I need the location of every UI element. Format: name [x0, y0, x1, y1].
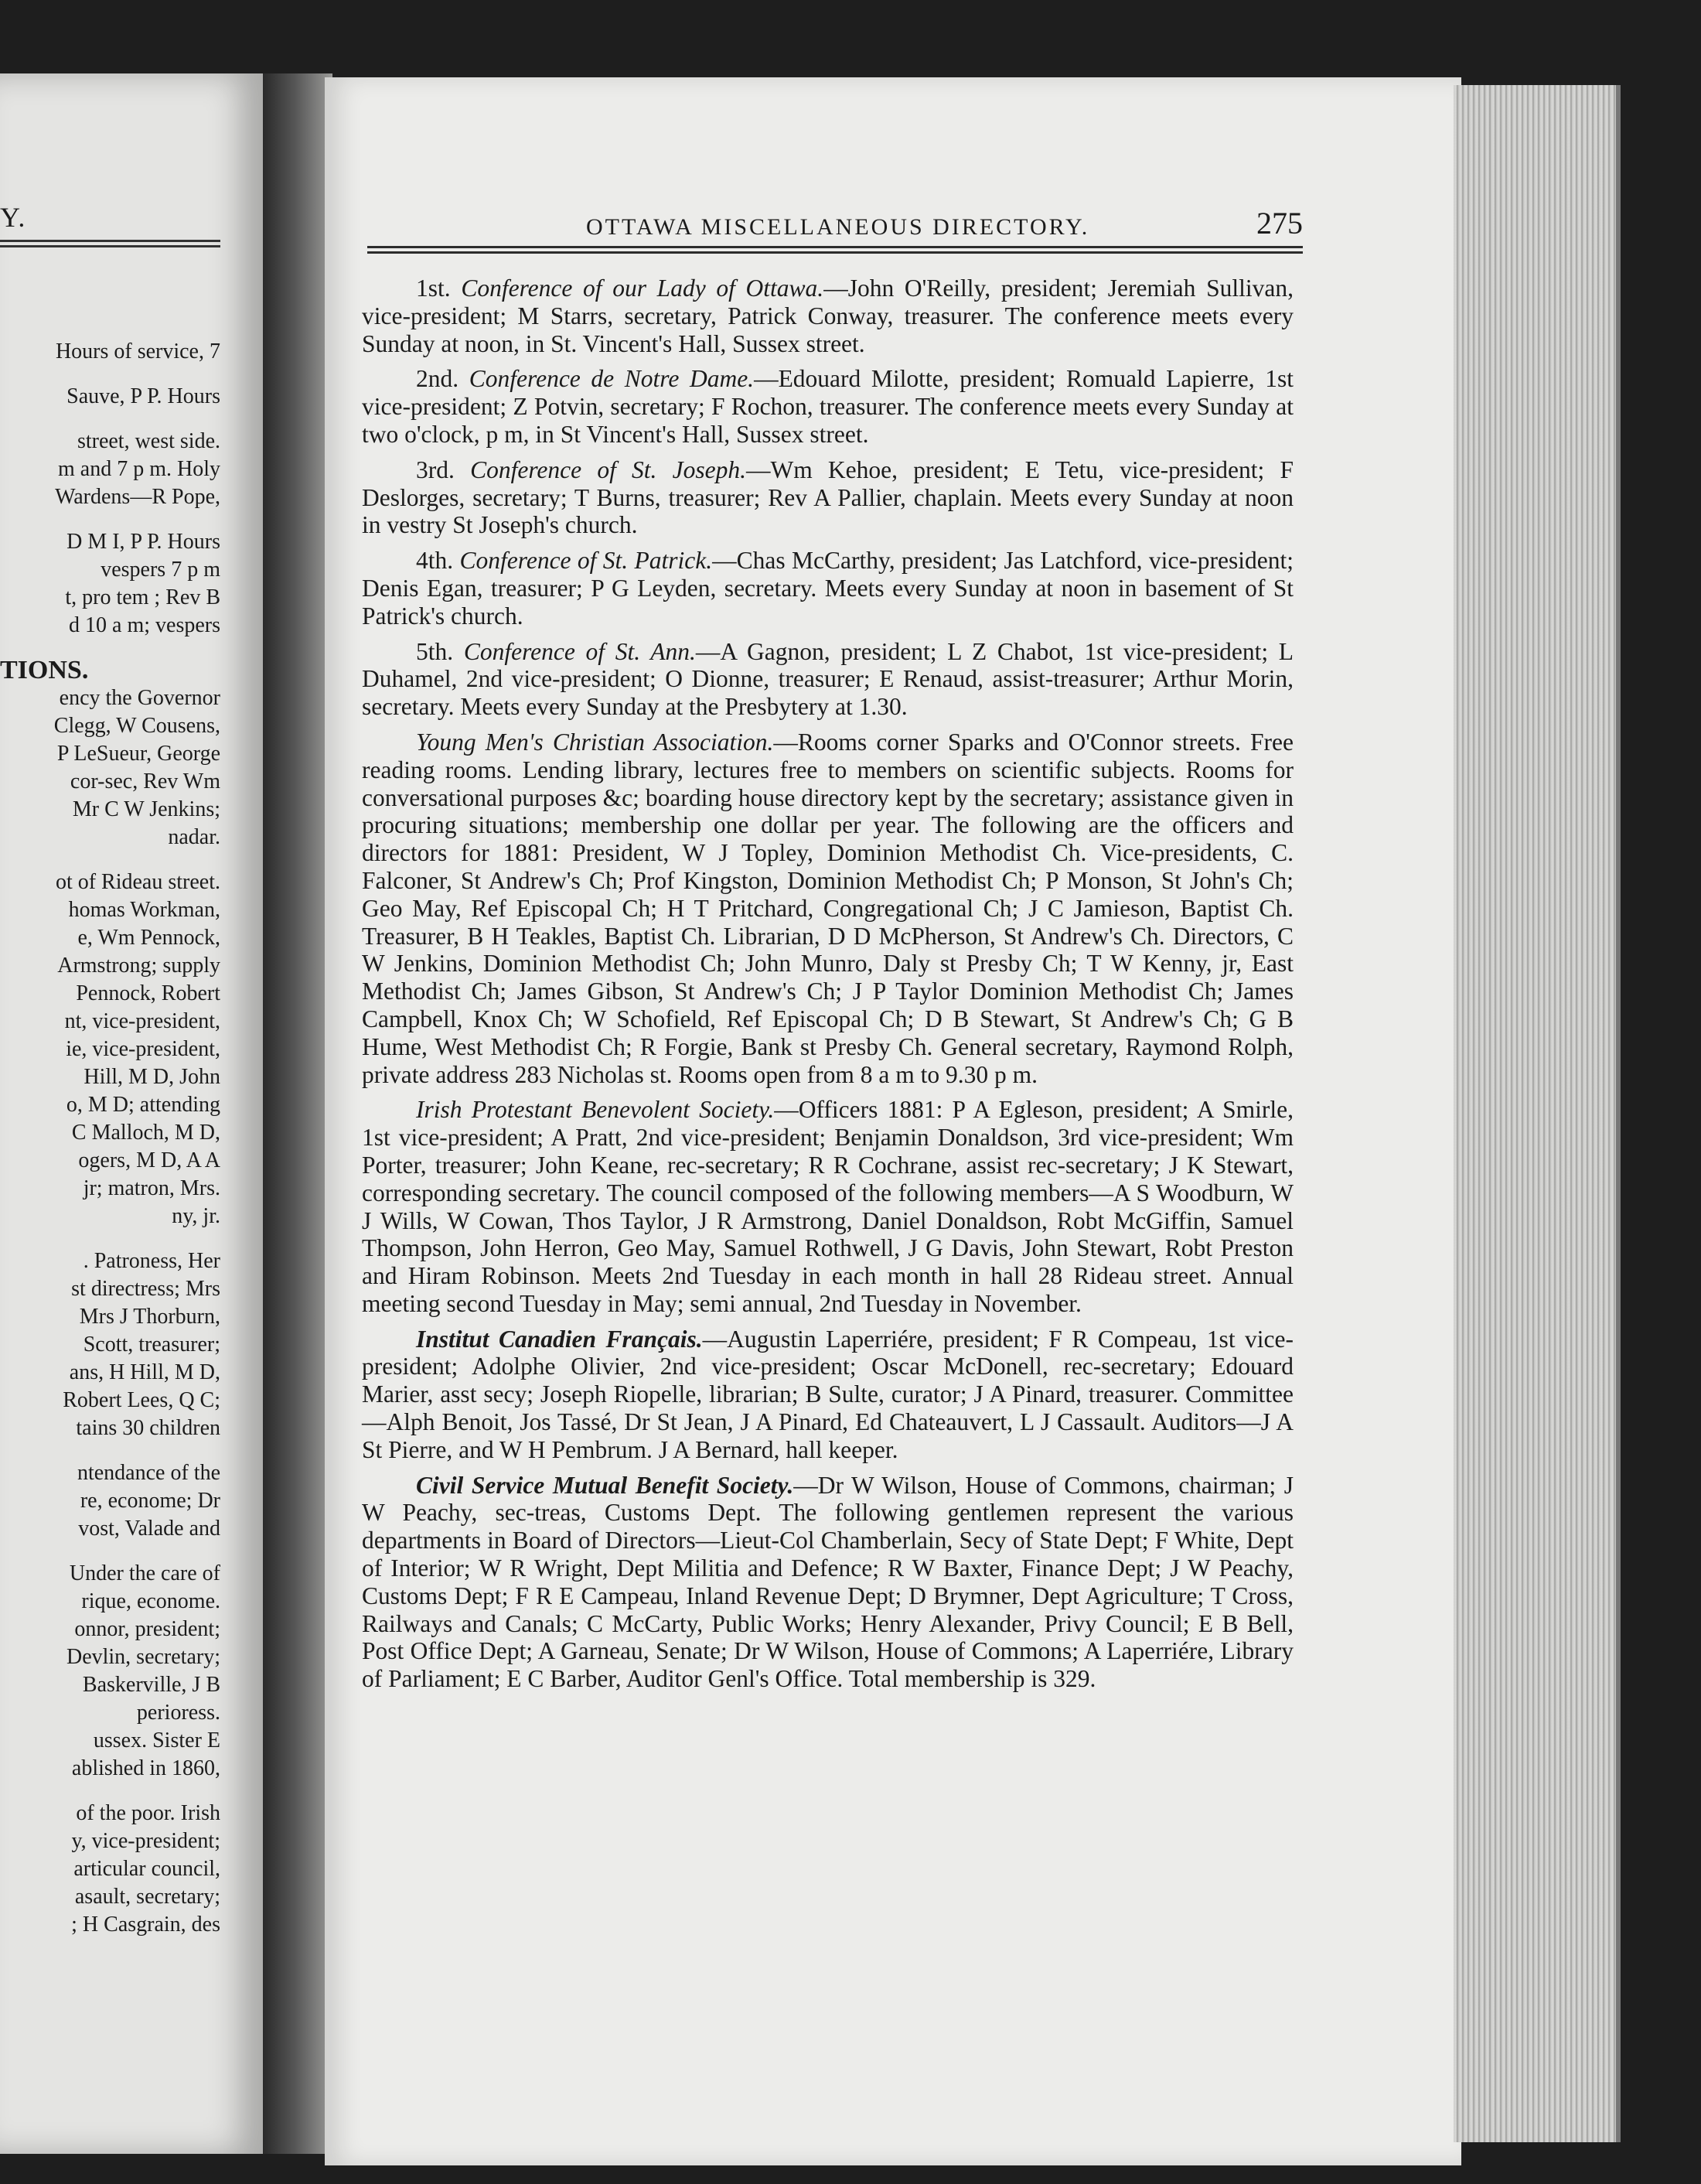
previous-page-rule	[0, 245, 220, 247]
entry-ordinal: 1st.	[416, 275, 451, 302]
previous-page-line: ie, vice-president,	[66, 1037, 220, 1061]
entry-body: —John O'Reilly, president; Jeremiah Sullivan, vice-president; M Starrs, secretary, Patrick Conway, treasurer. The conference meets every Sunday at noon, in St. Vincent's Hall, Sussex street.	[362, 275, 1294, 357]
previous-page-line: C Malloch, M D,	[71, 1121, 220, 1145]
page-number: 275	[1256, 206, 1303, 241]
line-gap	[0, 411, 220, 428]
previous-page-line: ny, jr.	[172, 1204, 220, 1228]
entry-heading: Institut Canadien Français.	[416, 1325, 703, 1353]
book-gutter	[263, 73, 332, 2154]
entry-heading: Conference de Notre Dame.	[469, 365, 755, 393]
previous-page-line: ency the Governor	[59, 686, 220, 710]
directory-entry	[362, 1326, 1294, 1464]
previous-page-line: ntendance of the	[77, 1461, 220, 1485]
previous-page-line: articular council,	[73, 1857, 220, 1881]
entry-heading: Conference of St. Patrick.	[459, 547, 713, 575]
directory-entry	[362, 638, 1294, 721]
previous-page-line: st directress; Mrs	[71, 1277, 220, 1301]
previous-page-line: vost, Valade and	[78, 1517, 220, 1541]
previous-page-line: Clegg, W Cousens,	[53, 714, 220, 738]
previous-page-line: re, econome; Dr	[80, 1489, 220, 1513]
previous-page-line: of the poor. Irish	[76, 1801, 220, 1825]
previous-page-line: Hours of service, 7	[55, 340, 220, 363]
entry-ordinal: 5th.	[416, 637, 454, 665]
previous-page-line: Devlin, secretary;	[66, 1645, 220, 1669]
previous-page-line: nadar.	[168, 825, 220, 849]
previous-page-line: e, Wm Pennock,	[77, 926, 220, 950]
entry-body: —Chas McCarthy, president; Jas Latchford, vice-president; Denis Egan, treasurer; P G Leyden, secretary. Meets every Sunday at noon in basement of St Patrick's church.	[362, 547, 1294, 630]
previous-page-line: street, west side.	[77, 429, 220, 453]
previous-page-line: ussex. Sister E	[93, 1728, 220, 1752]
page-edges	[1454, 85, 1621, 2142]
previous-page-line: P LeSueur, George	[56, 742, 220, 766]
entry-ordinal: 4th.	[416, 547, 454, 575]
entry-heading: Civil Service Mutual Benefit Society.	[416, 1471, 794, 1499]
page-title: OTTAWA MISCELLANEOUS DIRECTORY.	[586, 214, 1090, 240]
directory-entry	[362, 729, 1294, 1088]
line-gap	[0, 1543, 220, 1560]
previous-page-line: t, pro tem ; Rev B	[65, 585, 220, 609]
directory-entry	[362, 275, 1294, 357]
previous-page-line: vespers 7 p m	[101, 558, 220, 582]
previous-page-line: o, M D; attending	[66, 1093, 220, 1117]
previous-page-line: y, vice-president;	[71, 1829, 220, 1853]
previous-page-line: m and 7 p m. Holy	[58, 457, 220, 481]
previous-page-line: ; H Casgrain, des	[71, 1913, 220, 1937]
line-gap	[0, 1783, 220, 1800]
running-head	[367, 205, 1303, 247]
previous-page-line: ogers, M D, A A	[78, 1148, 220, 1172]
previous-page-line: ot of Rideau street.	[55, 870, 220, 894]
previous-page-line: Sauve, P P. Hours	[66, 384, 220, 408]
directory-entry	[362, 1472, 1294, 1693]
previous-page-header-fragment: Y.	[0, 202, 27, 233]
previous-page	[0, 73, 263, 2154]
previous-page-line: TIONS.	[0, 657, 89, 684]
previous-page-line: Baskerville, J B	[82, 1673, 220, 1697]
previous-page-line: cor-sec, Rev Wm	[70, 770, 220, 793]
entry-body: —A Gagnon, president; L Z Chabot, 1st vice-president; L Duhamel, 2nd vice-president; O Dionne, treasurer; E Renaud, assist-treasurer; Arthur Morin, secretary. Meets every Sunday at the Presbytery at 1.30.	[362, 637, 1294, 721]
entry-ordinal: 2nd.	[416, 365, 459, 393]
previous-page-line: Robert Lees, Q C;	[63, 1388, 220, 1412]
entry-ordinal: 3rd.	[416, 456, 455, 483]
previous-page-line: rique, econome.	[81, 1589, 220, 1613]
previous-page-line: Mrs J Thorburn,	[79, 1305, 220, 1329]
line-gap	[0, 511, 220, 528]
entry-body: —Wm Kehoe, president; E Tetu, vice-president; F Deslorges, secretary; T Burns, treasurer; Rev A Pallier, chaplain. Meets every Sunday at noon in vestry St Joseph's church.	[362, 456, 1294, 539]
previous-page-line: Under the care of	[69, 1561, 220, 1585]
previous-page-line: Wardens—R Pope,	[55, 485, 220, 509]
previous-page-line: Hill, M D, John	[84, 1065, 220, 1089]
previous-page-line: jr; matron, Mrs.	[83, 1176, 220, 1200]
header-rule	[367, 246, 1303, 248]
previous-page-rule	[0, 240, 220, 242]
entry-body: —Officers 1881: P A Egleson, president; A Smirle, 1st vice-president; A Pratt, 2nd vice-president; Benjamin Donaldson, 3rd vice-president; Wm Porter, treasurer; John Keane, rec-secretary; R R Cochrane, assist rec-secretary; J K Stewart, corresponding secretary. The council composed of the following members—A S Woodburn, W J Wills, W Cowan, Thos Taylor, J R Armstrong, Daniel Donaldson, Robt McGiffin, Samuel Thompson, John Herron, Geo May, Samuel Rothwell, J G Davis, John Stewart, Robt Preston and Hiram Robinson. Meets 2nd Tuesday in each month in hall 28 Rideau street. Annual meeting second Tuesday in May; semi annual, 2nd Tuesday in November.	[362, 1096, 1294, 1317]
entry-body: —Augustin Laperriére, president; F R Compeau, 1st vice-president; Adolphe Olivier, 2nd vice-president; Oscar McDonell, rec-secretary; Edouard Marier, asst secy; Joseph Riopelle, librarian; B Sulte, curator; J A Pinard, treasurer. Committee—Alph Benoit, Jos Tassé, Dr St Jean, J A Pinard, Ed Chateauvert, L J Cassault. Auditors—J A St Pierre, and W H Pembrum. J A Bernard, hall keeper.	[362, 1325, 1294, 1463]
previous-page-line: d 10 a m; vespers	[69, 613, 220, 637]
previous-page-line: Pennock, Robert	[76, 981, 220, 1005]
previous-page-line: . Patroness, Her	[83, 1249, 220, 1273]
previous-page-line: perioress.	[136, 1701, 220, 1725]
entry-heading: Conference of St. Ann.	[463, 637, 696, 665]
entry-heading: Conference of St. Joseph.	[470, 456, 746, 483]
header-rule	[367, 251, 1303, 254]
line-gap	[0, 1230, 220, 1247]
previous-page-line: D M I, P P. Hours	[66, 530, 220, 554]
previous-page-line: Armstrong; supply	[57, 954, 220, 978]
line-gap	[0, 366, 220, 383]
previous-page-text	[0, 338, 220, 1939]
previous-page-line: ablished in 1860,	[71, 1756, 220, 1780]
previous-page-line: ans, H Hill, M D,	[69, 1360, 220, 1384]
previous-page-line: onnor, president;	[74, 1617, 220, 1641]
line-gap	[0, 851, 220, 868]
previous-page-line: Mr C W Jenkins;	[72, 797, 220, 821]
directory-entry	[362, 547, 1294, 630]
line-gap	[0, 640, 220, 657]
entry-heading: Irish Protestant Benevolent Society.	[416, 1096, 775, 1124]
entry-heading: Young Men's Christian Association.	[416, 728, 774, 756]
previous-page-line: Scott, treasurer;	[83, 1333, 220, 1356]
entry-body: —Rooms corner Sparks and O'Connor streets. Free reading rooms. Lending library, lectures free to members on scientific subjects. Rooms for conversational purposes &c; boarding house directory kept by the secretary; assistance given in procuring situations; membership one dollar per year. The following are the officers and directors for 1881: President, W J Topley, Dominion Methodist Ch. Vice-presidents, C. Falconer, St Andrew's Ch; Prof Kingston, Dominion Methodist Ch; P Monson, St John's Ch; Geo May, Ref Episcopal Ch; H T Pritchard, Congregational Ch; J C Jamieson, Baptist Ch. Treasurer, B H Teakles, Baptist Ch. Librarian, D D McPherson, St Andrew's Ch. Directors, C W Jenkins, Dominion Methodist Ch; John Munro, Daly st Presby Ch; T W Kenny, jr, East Methodist Ch; James Gibson, St Andrew's Ch; J P Taylor Dominion Methodist Ch; James Campbell, Knox Ch; W Schofield, Ref Episcopal Ch; D B Stewart, St Andrew's Ch; G B Hume, West Methodist Ch; R Forgie, Bank st Presby Ch. General secretary, Raymond Rolph, private address 283 Nicholas st. Rooms open from 8 a m to 9.30 p m.	[362, 728, 1294, 1088]
entry-body: —Edouard Milotte, president; Romuald Lapierre, 1st vice-president; Z Potvin, secretary; F Rochon, treasurer. The conference meets every Sunday at two o'clock, p m, in St Vincent's Hall, Sussex street.	[362, 365, 1294, 448]
previous-page-line: asault, secretary;	[74, 1885, 220, 1909]
previous-page-line: tains 30 children	[76, 1416, 220, 1440]
directory-text	[362, 275, 1294, 1701]
previous-page-line: nt, vice-president,	[64, 1009, 220, 1033]
line-gap	[0, 1442, 220, 1459]
entry-heading: Conference of our Lady of Ottawa.	[461, 275, 824, 302]
previous-page-line: homas Workman,	[68, 898, 220, 922]
directory-entry	[362, 456, 1294, 539]
directory-entry	[362, 1096, 1294, 1317]
entry-body: —Dr W Wilson, House of Commons, chairman; J W Peachy, sec-treas, Customs Dept. The following gentlemen represent the various departments in Board of Directors—Lieut-Col Chamberlain, Secy of State Dept; F White, Dept of Interior; W R Wright, Dept Militia and Defence; R W Baxter, Finance Dept; J W Peachy, Customs Dept; F R E Campeau, Inland Revenue Dept; D Brymner, Dept Agriculture; T Cross, Railways and Canals; C McCarty, Public Works; Henry Alexander, Privy Council; E B Bell, Post Office Dept; A Garneau, Senate; Dr W Wilson, House of Commons; A Laperriére, Library of Parliament; E C Barber, Auditor Genl's Office. Total membership is 329.	[362, 1471, 1294, 1693]
directory-entry	[362, 365, 1294, 448]
